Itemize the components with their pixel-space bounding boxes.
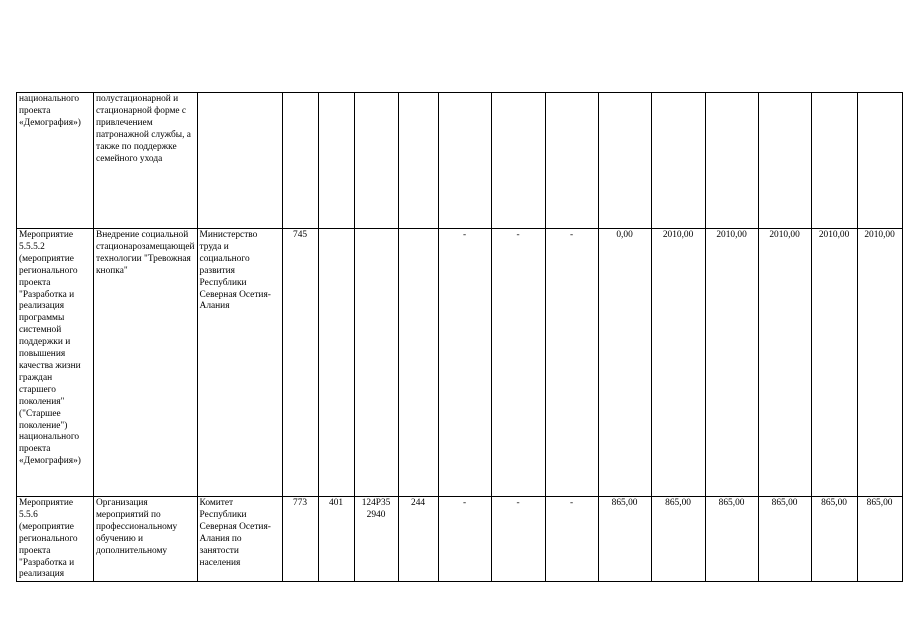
value-cell: - <box>491 229 545 497</box>
executor-cell <box>197 93 282 229</box>
target-article-cell <box>354 229 398 497</box>
value-cell: 865,00 <box>811 497 857 582</box>
value-cell: 2010,00 <box>651 229 705 497</box>
budget-table <box>16 92 903 582</box>
measure-cell: Мероприятие 5.5.6 (мероприятие регионального проекта "Разработка и реализация <box>17 497 94 582</box>
section-code-cell <box>318 93 354 229</box>
value-cell <box>857 93 902 229</box>
value-cell: 2010,00 <box>857 229 902 497</box>
value-cell: 865,00 <box>758 497 811 582</box>
value-cell <box>598 93 651 229</box>
measure-cell: Мероприятие 5.5.5.2 (мероприятие регионального проекта "Разработка и реализация программы системной поддержки и повышения качества жизни граждан старшего поколения" ("Старшее поколение") национального проекта «Демография») <box>17 229 94 497</box>
value-cell <box>758 93 811 229</box>
executor-cell: Министерство труда и социального развития Республики Северная Осетия-Алания <box>197 229 282 497</box>
value-cell: - <box>438 229 491 497</box>
value-cell <box>651 93 705 229</box>
value-cell: 865,00 <box>598 497 651 582</box>
value-cell <box>438 93 491 229</box>
target-article-cell: 124P35 2940 <box>354 497 398 582</box>
table-row <box>17 497 903 582</box>
description-cell: Внедрение социальной стационарозамещающей технологии "Тревожная кнопка" <box>94 229 198 497</box>
executor-cell: Комитет Республики Северная Осетия-Алания по занятости населения <box>197 497 282 582</box>
measure-cell: национального проекта «Демография») <box>17 93 94 229</box>
value-cell: 2010,00 <box>758 229 811 497</box>
value-cell <box>705 93 758 229</box>
target-article-cell <box>354 93 398 229</box>
value-cell <box>811 93 857 229</box>
grbs-code-cell: 745 <box>282 229 318 497</box>
value-cell: 0,00 <box>598 229 651 497</box>
description-cell: Организация мероприятий по профессиональному обучению и дополнительному <box>94 497 198 582</box>
table-row <box>17 229 903 497</box>
grbs-code-cell <box>282 93 318 229</box>
expense-type-cell <box>398 93 438 229</box>
grbs-code-cell: 773 <box>282 497 318 582</box>
value-cell: - <box>491 497 545 582</box>
value-cell: 2010,00 <box>705 229 758 497</box>
table-row <box>17 93 903 229</box>
expense-type-cell: 244 <box>398 497 438 582</box>
expense-type-cell <box>398 229 438 497</box>
value-cell: - <box>438 497 491 582</box>
value-cell: - <box>545 497 598 582</box>
value-cell <box>491 93 545 229</box>
value-cell: 865,00 <box>705 497 758 582</box>
description-cell: полустационарной и стационарной форме с привлечением патронажной службы, а также по поддержке семейного ухода <box>94 93 198 229</box>
value-cell: 865,00 <box>857 497 902 582</box>
section-code-cell <box>318 229 354 497</box>
value-cell: 865,00 <box>651 497 705 582</box>
value-cell: 2010,00 <box>811 229 857 497</box>
value-cell: - <box>545 229 598 497</box>
section-code-cell: 401 <box>318 497 354 582</box>
value-cell <box>545 93 598 229</box>
